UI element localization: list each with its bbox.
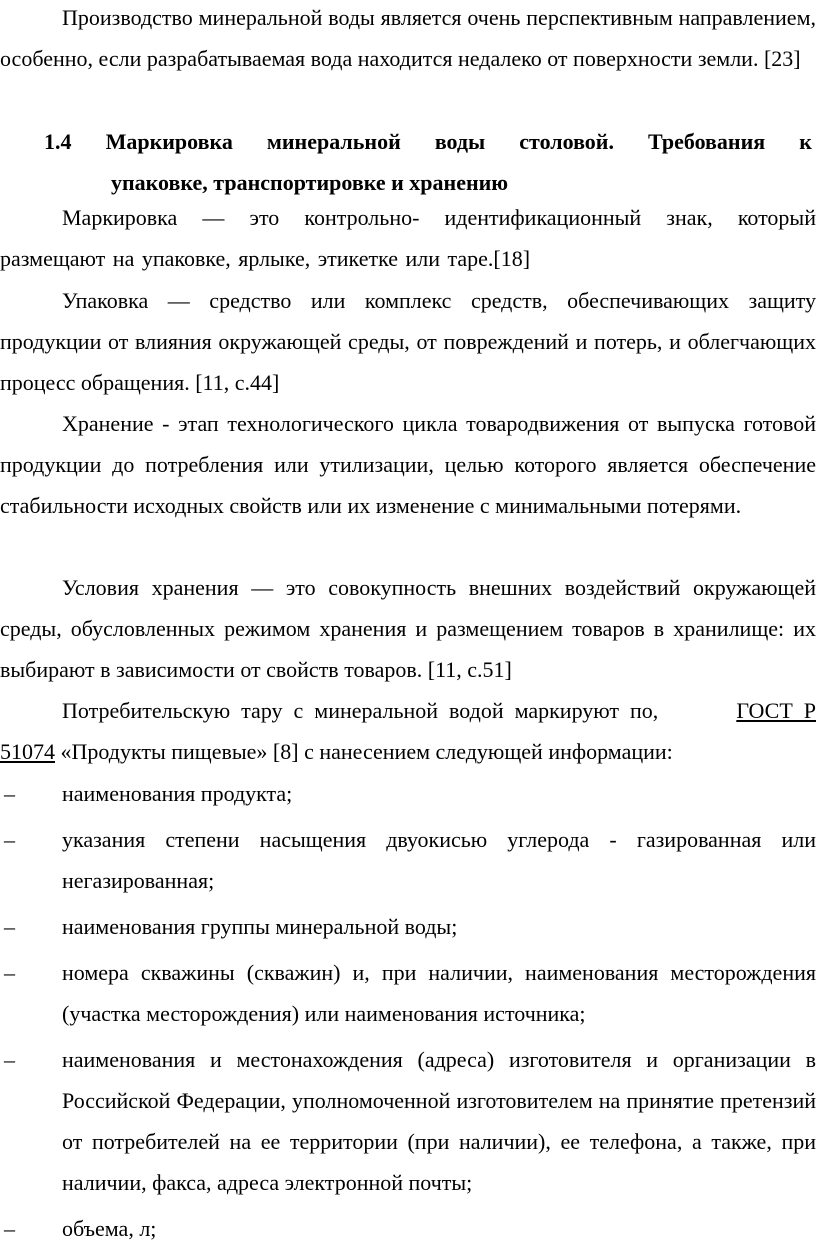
gost-link[interactable]: ГОСТ Р 51074 xyxy=(0,698,816,764)
gost-text-after: «Продукты пищевые» [8] с нанесением следующей информации: xyxy=(55,739,673,764)
list-item: – номера скважины (скважин) и, при наличии, наименования месторождения (участка месторождения) или наименования источника; xyxy=(0,952,816,1034)
heading-word: столовой. xyxy=(519,129,614,154)
list-item: – наименования продукта; xyxy=(0,773,816,814)
list-dash-marker: – xyxy=(4,781,15,806)
marking-info-list xyxy=(0,773,816,1254)
section-heading xyxy=(0,121,816,203)
heading-word: Маркировка xyxy=(105,129,233,154)
heading-word: воды xyxy=(434,129,486,154)
paragraph-storage: Хранение - этап технологического цикла товародвижения от выпуска готовой продукции до потребления или утилизации, целью которого является обеспечение стабильности исходных свойств или их изменение с минимальными потерями. xyxy=(0,411,816,518)
heading-word: к xyxy=(799,129,812,154)
section-number: 1.4 xyxy=(44,129,72,154)
list-dash-marker: – xyxy=(4,960,15,985)
list-dash-marker: – xyxy=(4,827,15,852)
gost-text-before: Потребительскую тару с минеральной водой маркируют по, xyxy=(62,698,659,723)
paragraph-marking: Маркировка — это контрольно- идентификационный знак, который размещают на упаковке, ярлыке, этикетке или таре.[18] xyxy=(0,205,816,271)
list-dash-marker: – xyxy=(4,1216,15,1241)
section-heading-line1 xyxy=(0,121,816,162)
heading-word: Требования xyxy=(648,129,766,154)
list-item: – наименования и местонахождения (адреса) изготовителя и организации в Российской Федерации, уполномоченной изготовителем на принятие претензий от потребителей на ее территории (при наличии), ее телефона, а также, при наличии, факса, адреса электронной почты; xyxy=(0,1039,816,1203)
list-dash-marker: – xyxy=(4,914,15,939)
list-item: – объема, л; xyxy=(0,1208,816,1249)
paragraph-packaging: Упаковка — средство или комплекс средств, обеспечивающих защиту продукции от влияния окружающей среды, от повреждений и потерь, и облегчающих процесс обращения. [11, с.44] xyxy=(0,288,816,395)
paragraph-gost xyxy=(0,690,816,772)
list-item: – наименования группы минеральной воды; xyxy=(0,906,816,947)
list-item: – указания степени насыщения двуокисью углерода - газированная или негазированная; xyxy=(0,819,816,901)
section-heading-line2: упаковке, транспортировке и хранению xyxy=(111,170,509,195)
heading-word: минеральной xyxy=(266,129,401,154)
list-dash-marker: – xyxy=(4,1047,15,1072)
paragraph-intro: Производство минеральной воды является очень перспективным направлением, особенно, если разрабатываемая вода находится недалеко от поверхности земли. [23] xyxy=(0,5,816,71)
paragraph-storage-conditions: Условия хранения — это совокупность внешних воздействий окружающей среды, обусловленных режимом хранения и размещением товаров в хранилище: их выбирают в зависимости от свойств товаров. [11, с.51] xyxy=(0,575,816,682)
